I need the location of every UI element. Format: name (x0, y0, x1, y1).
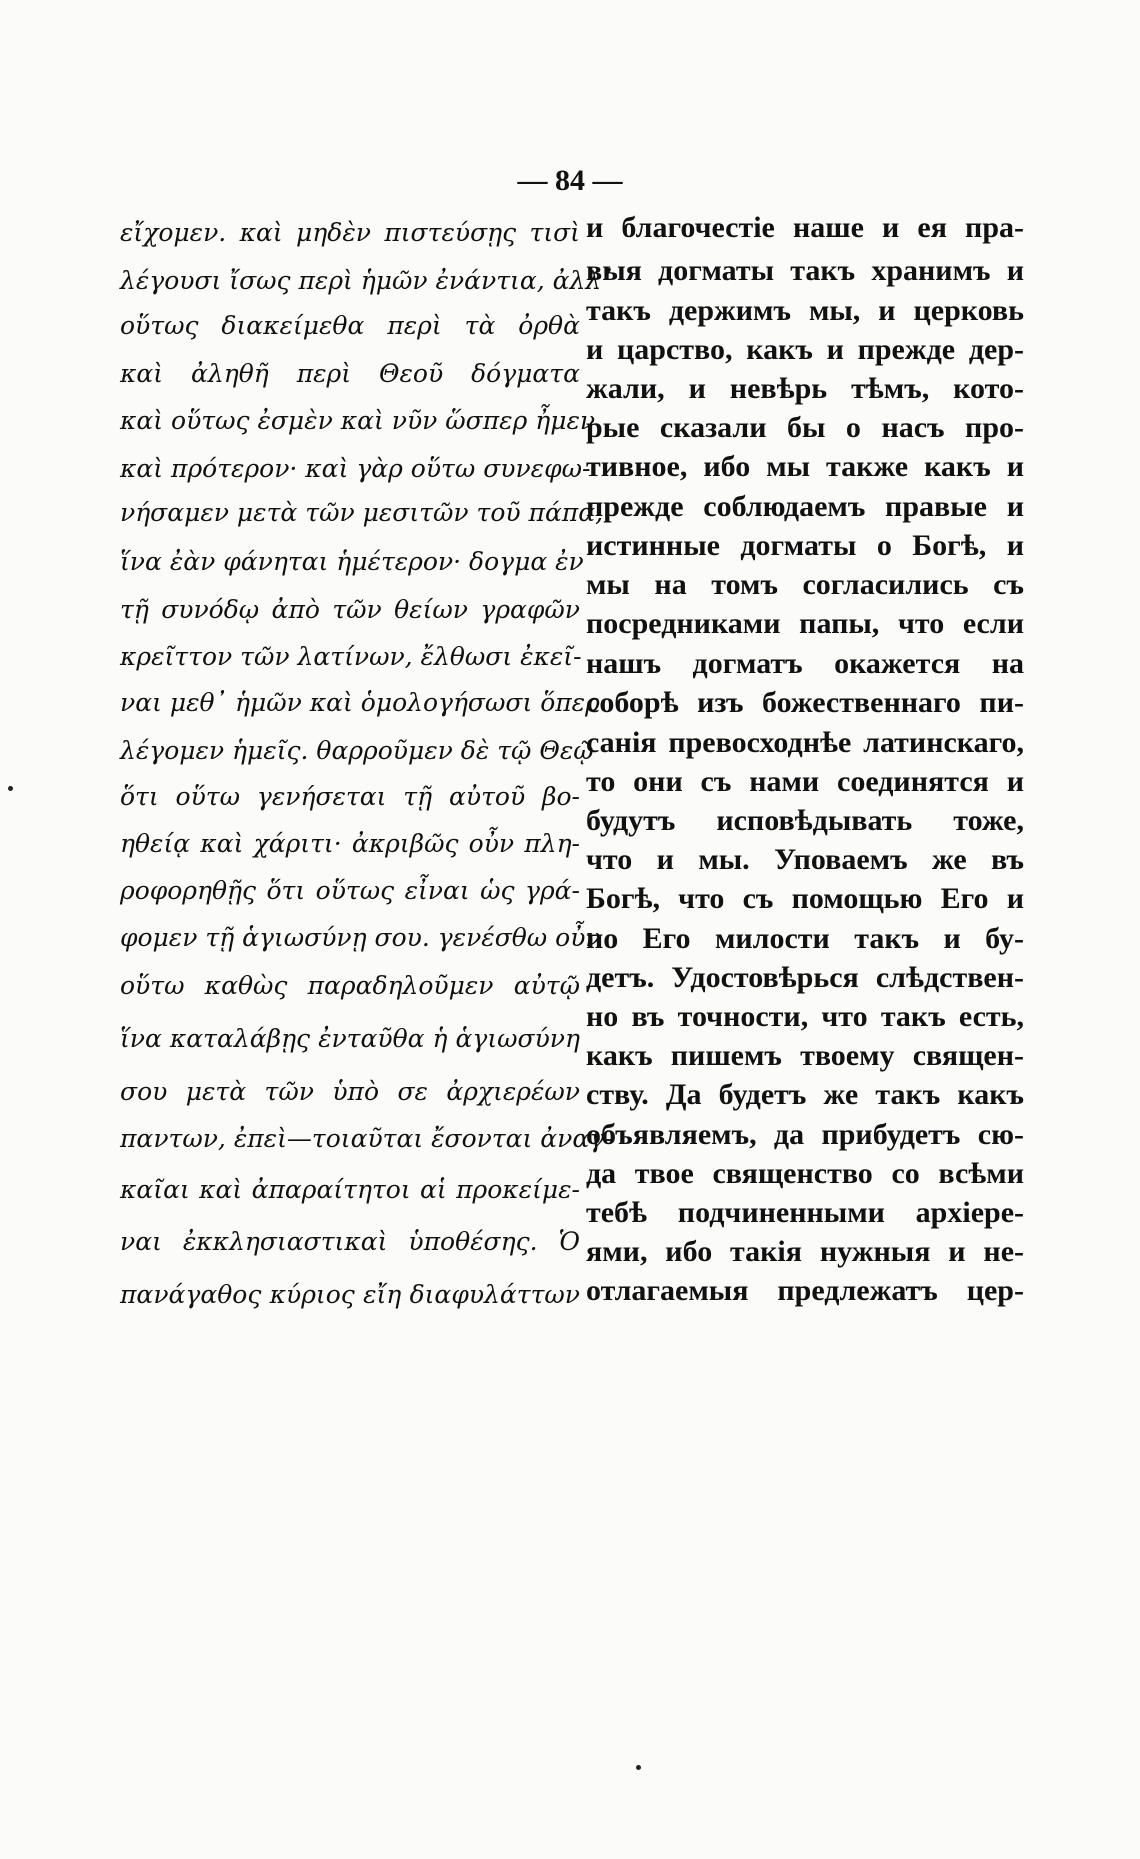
russian-line: да твое священство со всѣми (586, 1157, 1024, 1190)
greek-line: κρεῖττον τῶν λατίνων, ἔλθωσι ἐκεῖ- (120, 642, 582, 671)
russian-line: прежде соблюдаемъ правые и (586, 490, 1024, 523)
russian-line: объявляемъ, да прибудетъ сю- (586, 1118, 1024, 1151)
russian-line: и благочестіе наше и ея пра- (586, 211, 1024, 244)
russian-line: такъ держимъ мы, и церковь (586, 294, 1024, 327)
greek-line: καὶ οὕτως ἐσμὲν καὶ νῦν ὥσπερ ἦμεν (120, 406, 596, 435)
greek-line: παντων, ἐπεὶ—τοιαῦται ἔσονται ἀναγ- (120, 1124, 613, 1153)
greek-line: λέγουσι ἴσως περὶ ἡμῶν ἐνάντια, ἀλλ᾽ (120, 266, 614, 295)
greek-line: καὶ πρότερον· καὶ γὰρ οὕτω συνεφω- (120, 454, 591, 483)
russian-line: жали, и невѣрь тѣмъ, кото- (586, 372, 1024, 405)
greek-line: εἴχομεν. καὶ μηδὲν πιστεύσῃς τισὶ (120, 218, 580, 247)
greek-line: ηθείᾳ καὶ χάριτι· ἀκριβῶς οὖν πλη- (120, 829, 580, 858)
greek-line: πανάγαθος κύριος εἴη διαφυλάττων (120, 1280, 580, 1309)
greek-line: ὅτι οὕτω γενήσεται τῇ αὐτοῦ βο- (120, 782, 580, 811)
russian-line: что и мы. Уповаемъ же въ (586, 843, 1024, 876)
greek-line: ναι ἐκκλησιαστικαὶ ὑποθέσης. Ὁ (120, 1227, 580, 1256)
ink-speck (636, 1765, 641, 1770)
russian-line: будутъ исповѣдывать тоже, (586, 804, 1024, 837)
russian-line: тебѣ подчиненными архіере- (586, 1196, 1024, 1229)
greek-line: σου μετὰ τῶν ὑπὸ σε ἀρχιερέων (120, 1077, 580, 1106)
russian-line: мы на томъ согласились съ (586, 568, 1024, 601)
russian-line: посредниками папы, что если (586, 607, 1024, 640)
greek-line: νήσαμεν μετὰ τῶν μεσιτῶν τοῦ πάπα, (120, 498, 604, 527)
russian-line: рые сказали бы о насъ про- (586, 411, 1024, 444)
russian-line: отлагаемыя предлежатъ цер- (586, 1274, 1024, 1307)
greek-line: φομεν τῇ ἁγιωσύνῃ σου. γενέσθω οὖν (120, 923, 601, 952)
russian-line: тивное, ибо мы также какъ и (586, 450, 1024, 483)
greek-line: ναι μεθ᾽ ἡμῶν καὶ ὁμολογήσωσι ὅπερ (120, 688, 600, 717)
greek-line: οὕτως διακείμεθα περὶ τὰ ὀρθὰ (120, 311, 580, 340)
ink-speck (8, 786, 13, 791)
russian-line: ями, ибо такія нужныя и не- (586, 1235, 1024, 1268)
russian-line: ству. Да будетъ же такъ какъ (586, 1078, 1024, 1111)
russian-line: санія превосходнѣе латинскаго, (586, 726, 1024, 759)
russian-line: и царство, какъ и прежде дер- (586, 333, 1024, 366)
russian-line: истинные догматы о Богѣ, и (586, 529, 1024, 562)
greek-line: ἵνα καταλάβῃς ἐνταῦθα ἡ ἁγιωσύνη (120, 1024, 580, 1053)
russian-line: Богѣ, что съ помощью Его и (586, 882, 1024, 915)
greek-line: ροφορηθῇς ὅτι οὕτως εἶναι ὡς γρά- (120, 876, 580, 905)
greek-line: οὕτω καθὼς παραδηλοῦμεν αὐτῷ (120, 971, 580, 1000)
greek-line: ἵνα ἐὰν φάνηται ἡμέτερον· δογμα ἐν (120, 547, 584, 576)
russian-line: детъ. Удостовѣрься слѣдствен- (586, 961, 1024, 994)
page-number: — 84 — (517, 164, 623, 197)
russian-line: выя догматы такъ хранимъ и (586, 254, 1024, 287)
russian-line: соборѣ изъ божественнаго пи- (586, 686, 1024, 719)
greek-line: τῇ συνόδῳ ἀπὸ τῶν θείων γραφῶν (120, 595, 580, 624)
russian-line: нашъ догматъ окажется на (586, 647, 1024, 680)
russian-line: какъ пишемъ твоему священ- (586, 1039, 1024, 1072)
greek-line: καῖαι καὶ ἀπαραίτητοι αἱ προκείμε- (120, 1175, 580, 1204)
russian-line: по Его милости такъ и бу- (586, 922, 1024, 955)
russian-line: но въ точности, что такъ есть, (586, 1000, 1024, 1033)
greek-line: καὶ ἀληθῆ περὶ Θεοῦ δόγματα (120, 359, 580, 388)
russian-line: то они съ нами соединятся и (586, 765, 1024, 798)
greek-line: λέγομεν ἡμεῖς. θαρροῦμεν δὲ τῷ Θεῷ (120, 736, 594, 765)
